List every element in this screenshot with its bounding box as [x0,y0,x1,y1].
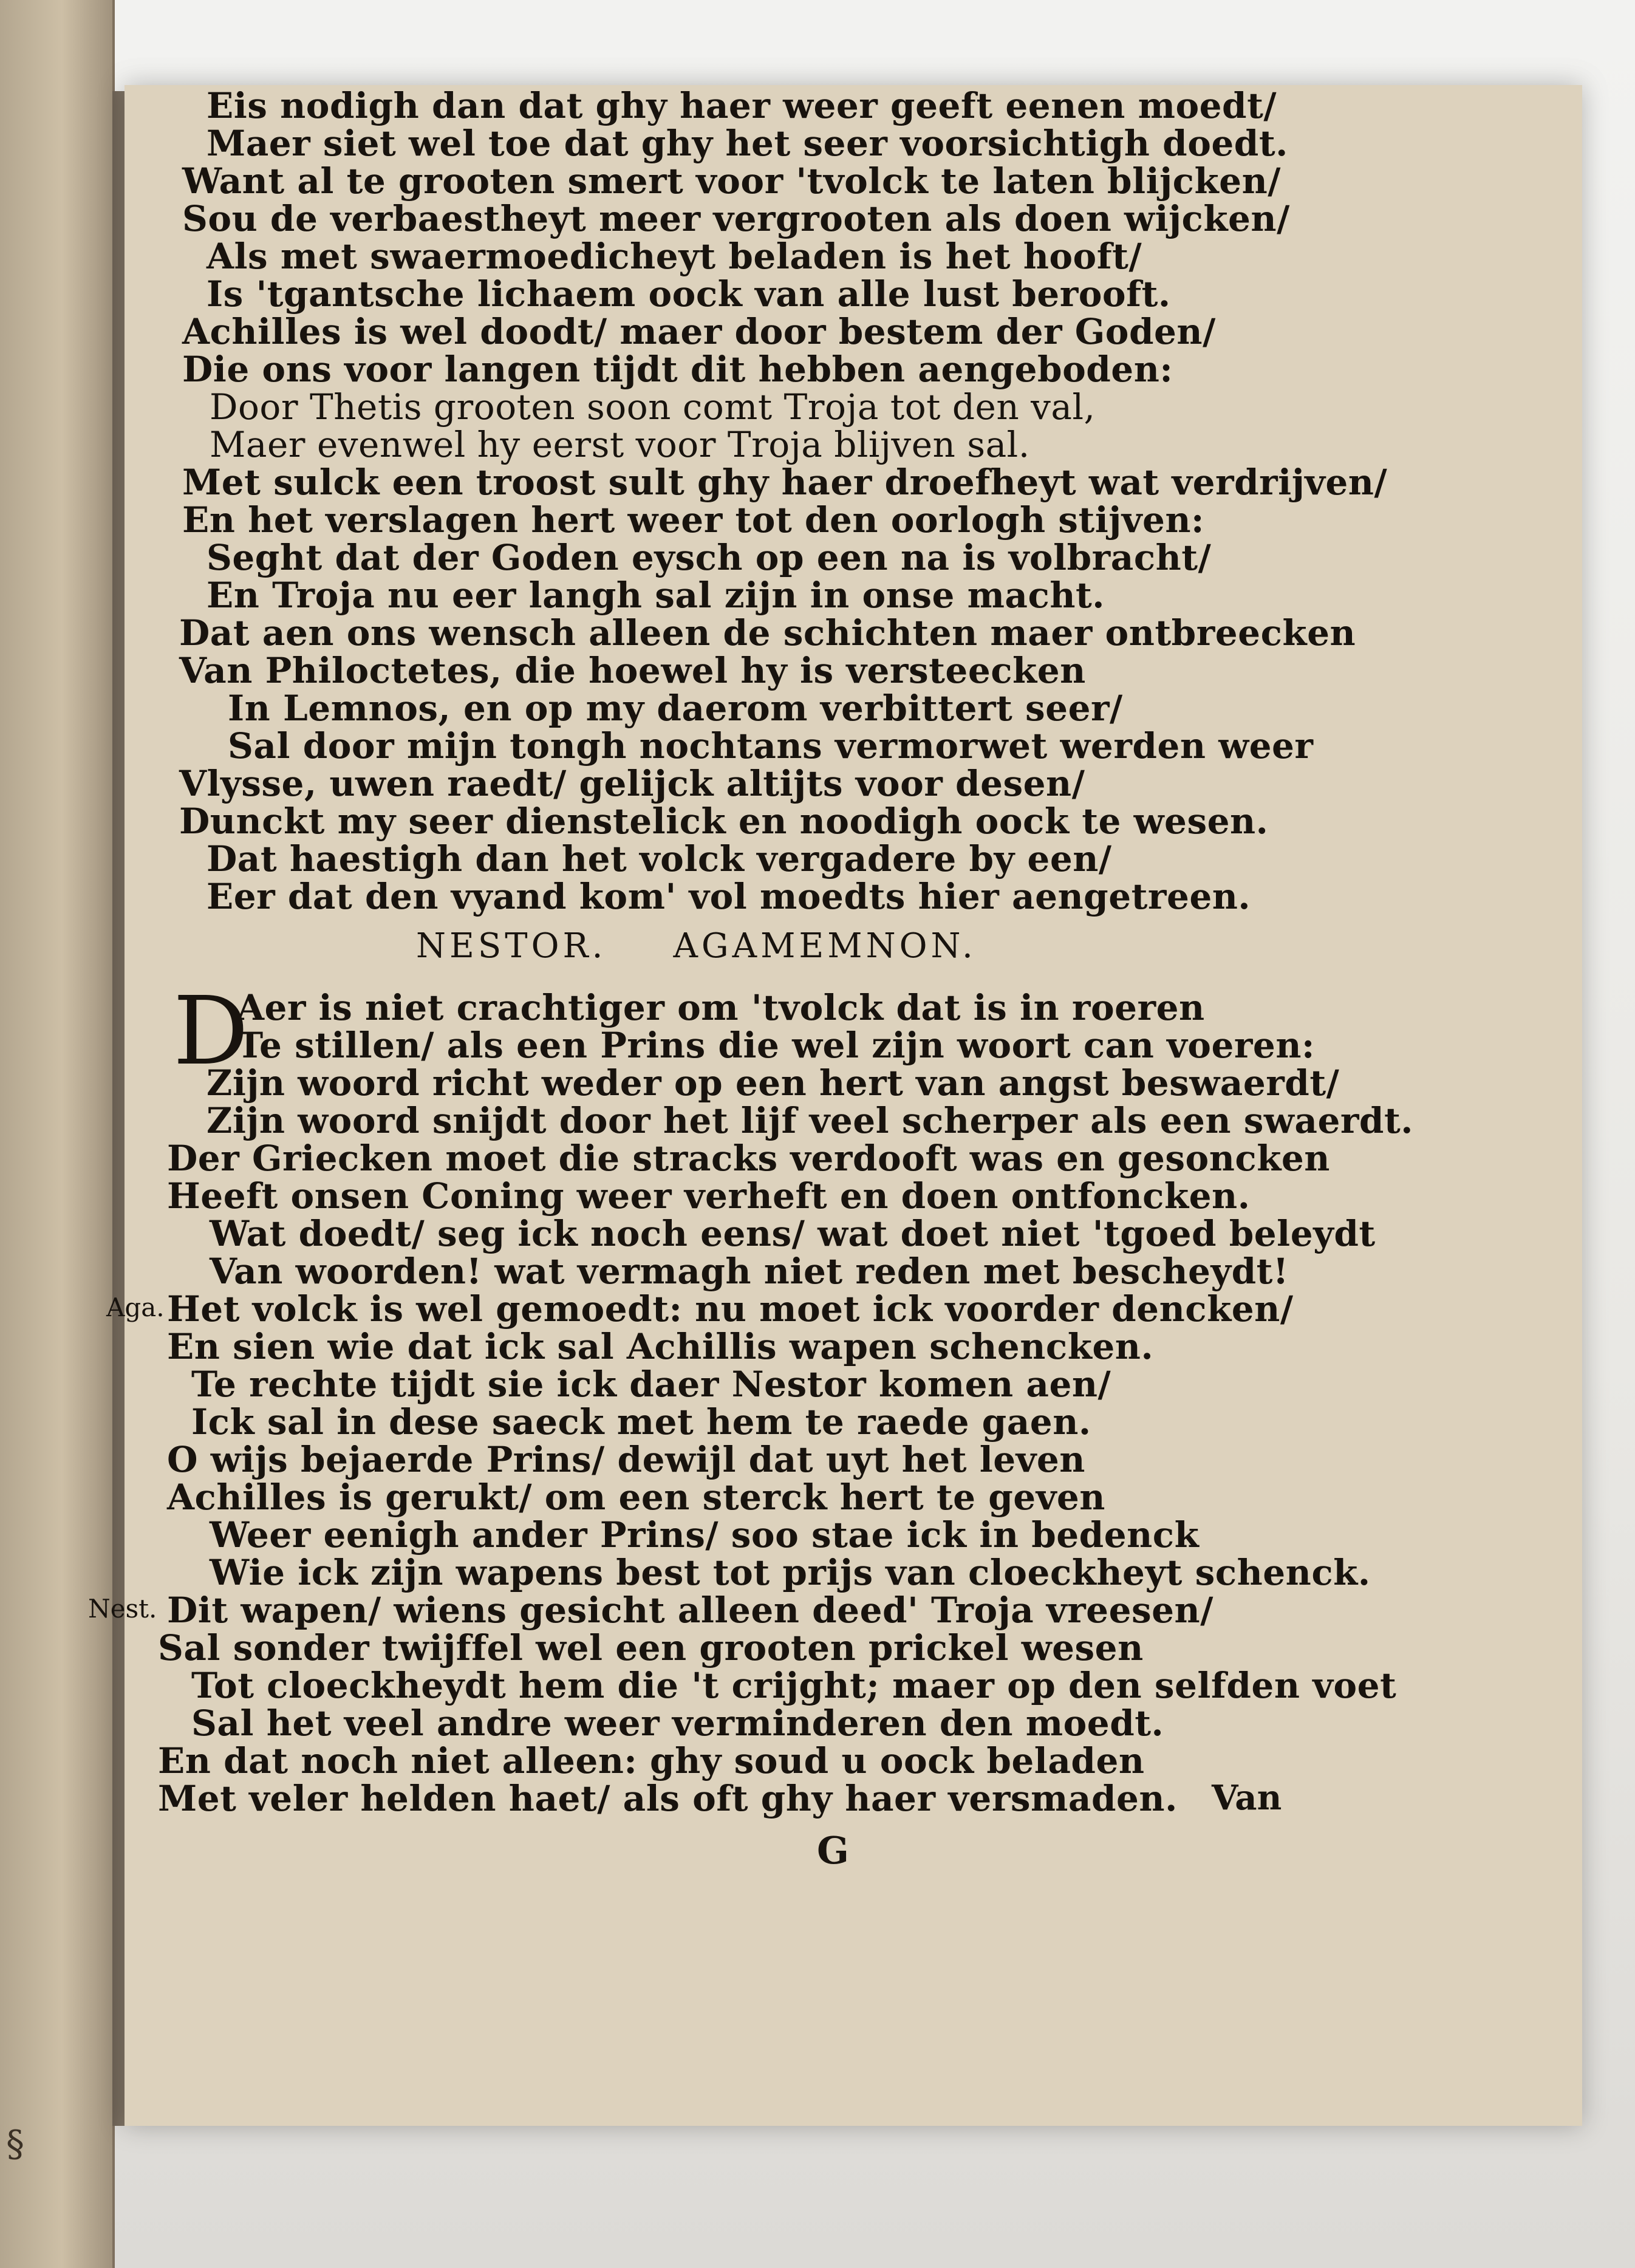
text-line: Weer eenigh ander Prins/ soo stae ick in bedenck [210,1514,1200,1556]
speaker-nest: Nest. [88,1594,157,1624]
text-line: Van Philoctetes, die hoewel hy is versteecken [179,650,1086,691]
text-line: Door Thetis grooten soon comt Troja tot den val, [210,386,1096,428]
text-line: Seght dat der Goden eysch op een na is volbracht/ [207,537,1212,578]
text-line: Van woorden! wat vermagh niet reden met bescheydt! [210,1251,1289,1292]
text-line: Wie ick zijn wapens best tot prijs van cloeckheyt schenck. [210,1552,1371,1593]
text-line: En dat noch niet alleen: ghy soud u oock beladen [158,1740,1145,1781]
text-line: Sou de verbaestheyt meer vergrooten als doen wijcken/ [182,198,1290,239]
text-line: Heeft onsen Coning weer verheft en doen ontfoncken. [167,1175,1251,1217]
text-line: Het volck is wel gemoedt: nu moet ick voorder dencken/ [167,1288,1294,1330]
text-line: Ick sal in dese saeck met hem te raede gaen. [191,1401,1091,1443]
text-line: Eer dat den vyand kom' vol moedts hier aengetreen. [207,876,1251,917]
text-line: Achilles is gerukt/ om een sterck hert te geven [167,1477,1105,1518]
text-line: Tot cloeckheydt hem die 't crijght; maer op den selfden voet [191,1665,1397,1706]
text-line: Sal het veel andre weer verminderen den moedt. [191,1703,1164,1744]
text-line: O wijs bejaerde Prins/ dewijl dat uyt het leven [167,1439,1085,1480]
text-line: Sal door mijn tongh nochtans vermorwet werden weer [228,725,1314,767]
text-line: Aer is niet crachtiger om 'tvolck dat is in roeren [237,987,1205,1028]
page-text [88,85,1582,2126]
text-line: Wat doedt/ seg ick noch eens/ wat doet niet 'tgoed beleydt [210,1213,1376,1254]
text-line: Sal sonder twijffel wel een grooten prickel wesen [158,1627,1144,1669]
text-line: Zijn woord snijdt door het lijf veel scherper als een swaerdt. [207,1100,1413,1141]
text-line: Zijn woord richt weder op een hert van angst beswaerdt/ [207,1062,1340,1104]
speaker-aga: Aga. [106,1293,165,1322]
left-page-edge [0,0,115,2268]
left-page-mark: § [6,2123,24,2165]
heading-nestor: NESTOR. [416,926,607,966]
signature-mark: G [817,1828,849,1873]
drop-cap: D [173,976,249,1086]
text-line: En sien wie dat ick sal Achillis wapen schencken. [167,1326,1154,1367]
text-line: En het verslagen hert weer tot den oorlogh stijven: [182,499,1204,541]
text-line: En Troja nu eer langh sal zijn in onse macht. [207,575,1105,616]
catchword: Van [1212,1778,1282,1818]
heading-agamemnon: AGAMEMNON. [673,926,977,966]
text-line: Achilles is wel doodt/ maer door bestem der Goden/ [182,311,1216,352]
speaker-heading [416,926,977,966]
text-line: Dat aen ons wensch alleen de schichten maer ontbreecken [179,612,1356,654]
text-line: Met sulck een troost sult ghy haer droefheyt wat verdrijven/ [182,462,1388,503]
text-line: Maer evenwel hy eerst voor Troja blijven sal. [210,424,1030,465]
text-line: Als met swaermoedicheyt beladen is het hooft/ [207,236,1142,277]
text-line: Vlysse, uwen raedt/ gelijck altijts voor desen/ [179,763,1085,804]
text-line: Dunckt my seer dienstelick en noodigh oock te wesen. [179,801,1269,842]
text-line: Te stillen/ als een Prins die wel zijn woort can voeren: [237,1025,1315,1066]
text-line: In Lemnos, en op my daerom verbittert seer/ [228,688,1123,729]
text-line: Eis nodigh dan dat ghy haer weer geeft eenen moedt/ [207,85,1277,126]
text-line: Want al te grooten smert voor 'tvolck te laten blijcken/ [182,160,1281,202]
text-line: Der Griecken moet die stracks verdooft was en gesoncken [167,1138,1330,1179]
text-line: Maer siet wel toe dat ghy het seer voorsichtigh doedt. [207,123,1288,164]
text-line: Dit wapen/ wiens gesicht alleen deed' Troja vreesen/ [167,1590,1213,1631]
text-line: Dat haestigh dan het volck vergadere by een/ [207,838,1112,880]
text-line: Is 'tgantsche lichaem oock van alle lust berooft. [207,273,1171,315]
text-line: Te rechte tijdt sie ick daer Nestor komen aen/ [191,1364,1111,1405]
text-line: Met veler helden haet/ als oft ghy haer versmaden. [158,1778,1178,1819]
text-line: Die ons voor langen tijdt dit hebben aengeboden: [182,349,1173,390]
